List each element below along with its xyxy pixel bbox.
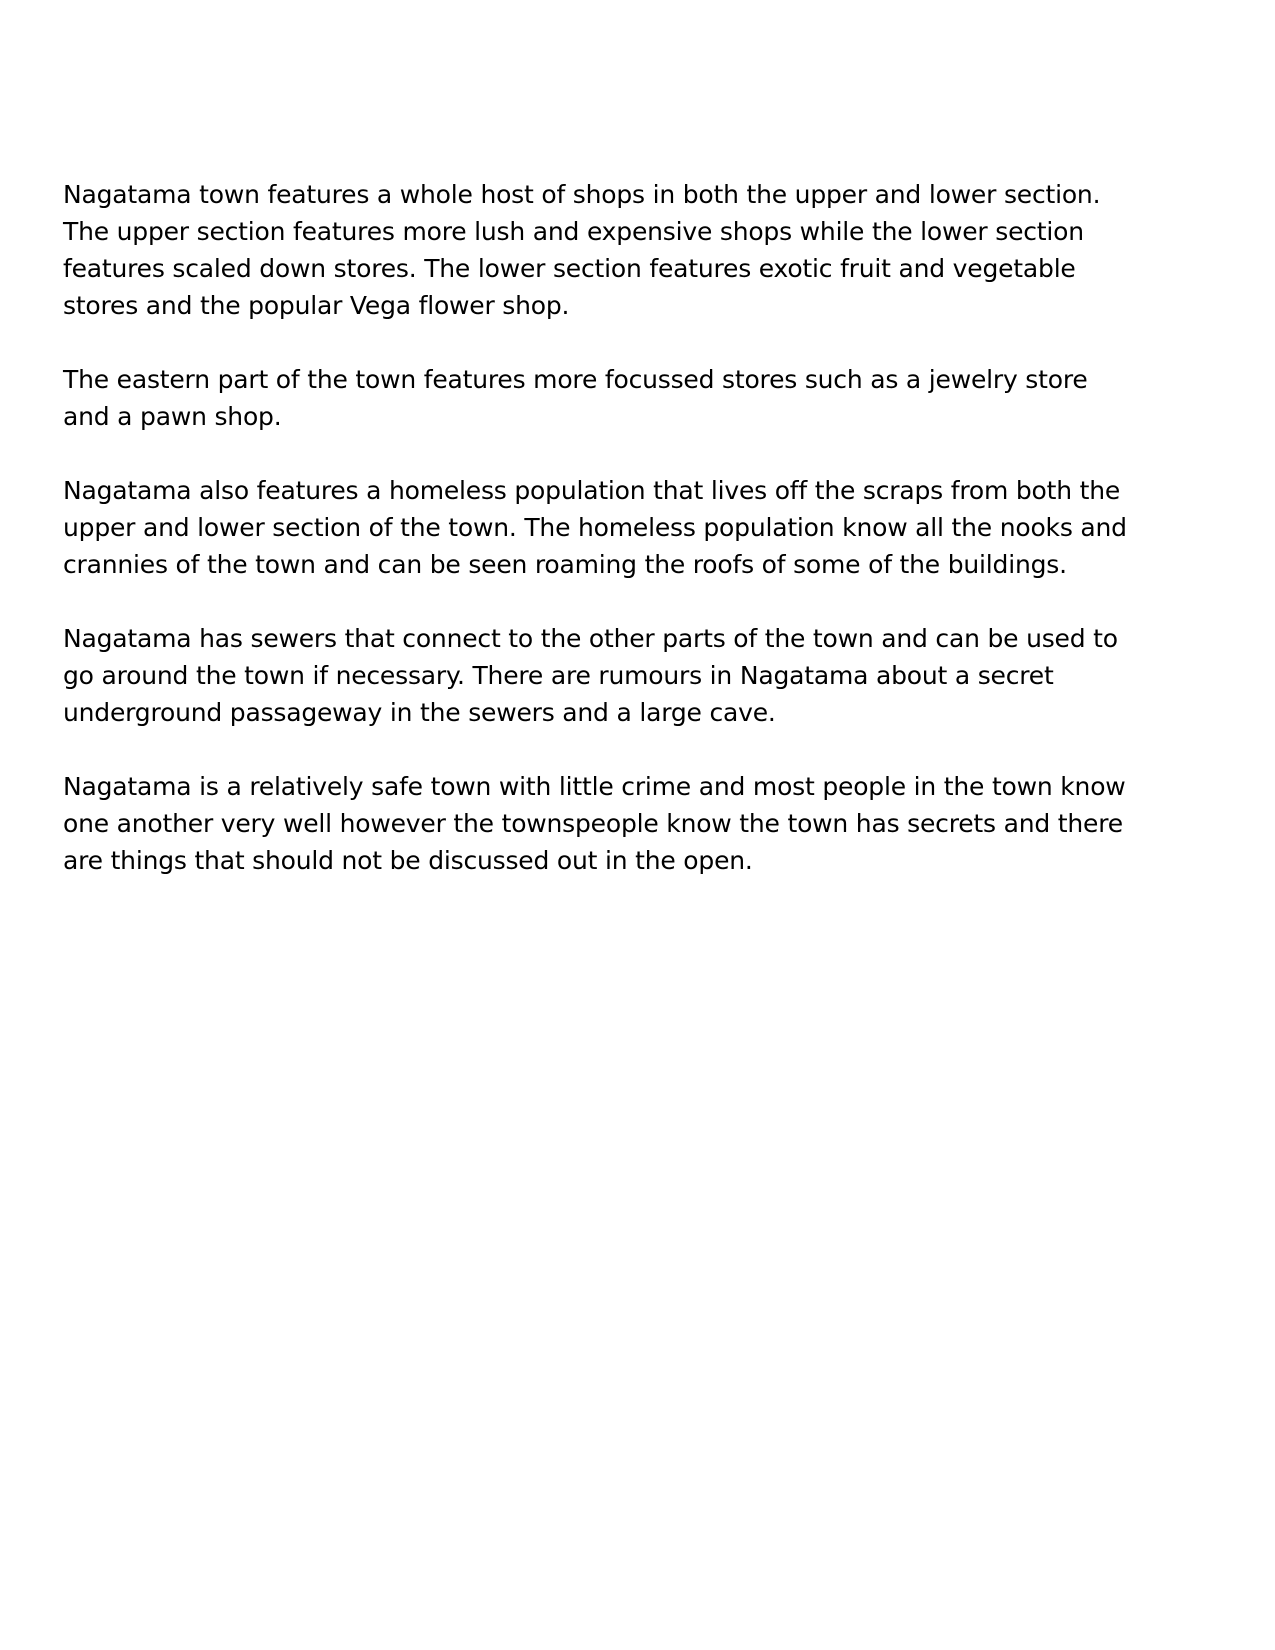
text-line: Nagatama town features a whole host of shops in both the upper and lower section. [63,180,1101,209]
paragraph-eastern-part [63,361,1163,435]
text-line: one another very well however the townspeople know the town has secrets and there [63,809,1123,838]
paragraph-shops [63,176,1163,324]
paragraph-homeless [63,472,1163,583]
text-line: go around the town if necessary. There are rumours in Nagatama about a secret [63,661,1054,690]
text-line: features scaled down stores. The lower section features exotic fruit and vegetable [63,254,1076,283]
text-line: The eastern part of the town features more focussed stores such as a jewelry store [63,365,1088,394]
text-line: The upper section features more lush and expensive shops while the lower section [63,217,1084,246]
text-line: stores and the popular Vega flower shop. [63,291,570,320]
text-line: Nagatama also features a homeless population that lives off the scraps from both the [63,476,1121,505]
document-body [63,176,1163,916]
text-line: are things that should not be discussed out in the open. [63,846,753,875]
text-line: upper and lower section of the town. The homeless population know all the nooks and [63,513,1127,542]
text-line: Nagatama is a relatively safe town with little crime and most people in the town know [63,772,1126,801]
text-line: and a pawn shop. [63,402,282,431]
text-line: underground passageway in the sewers and a large cave. [63,698,776,727]
paragraph-sewers [63,620,1163,731]
text-line: crannies of the town and can be seen roaming the roofs of some of the buildings. [63,550,1067,579]
text-line: Nagatama has sewers that connect to the other parts of the town and can be used to [63,624,1118,653]
paragraph-safety [63,768,1163,879]
